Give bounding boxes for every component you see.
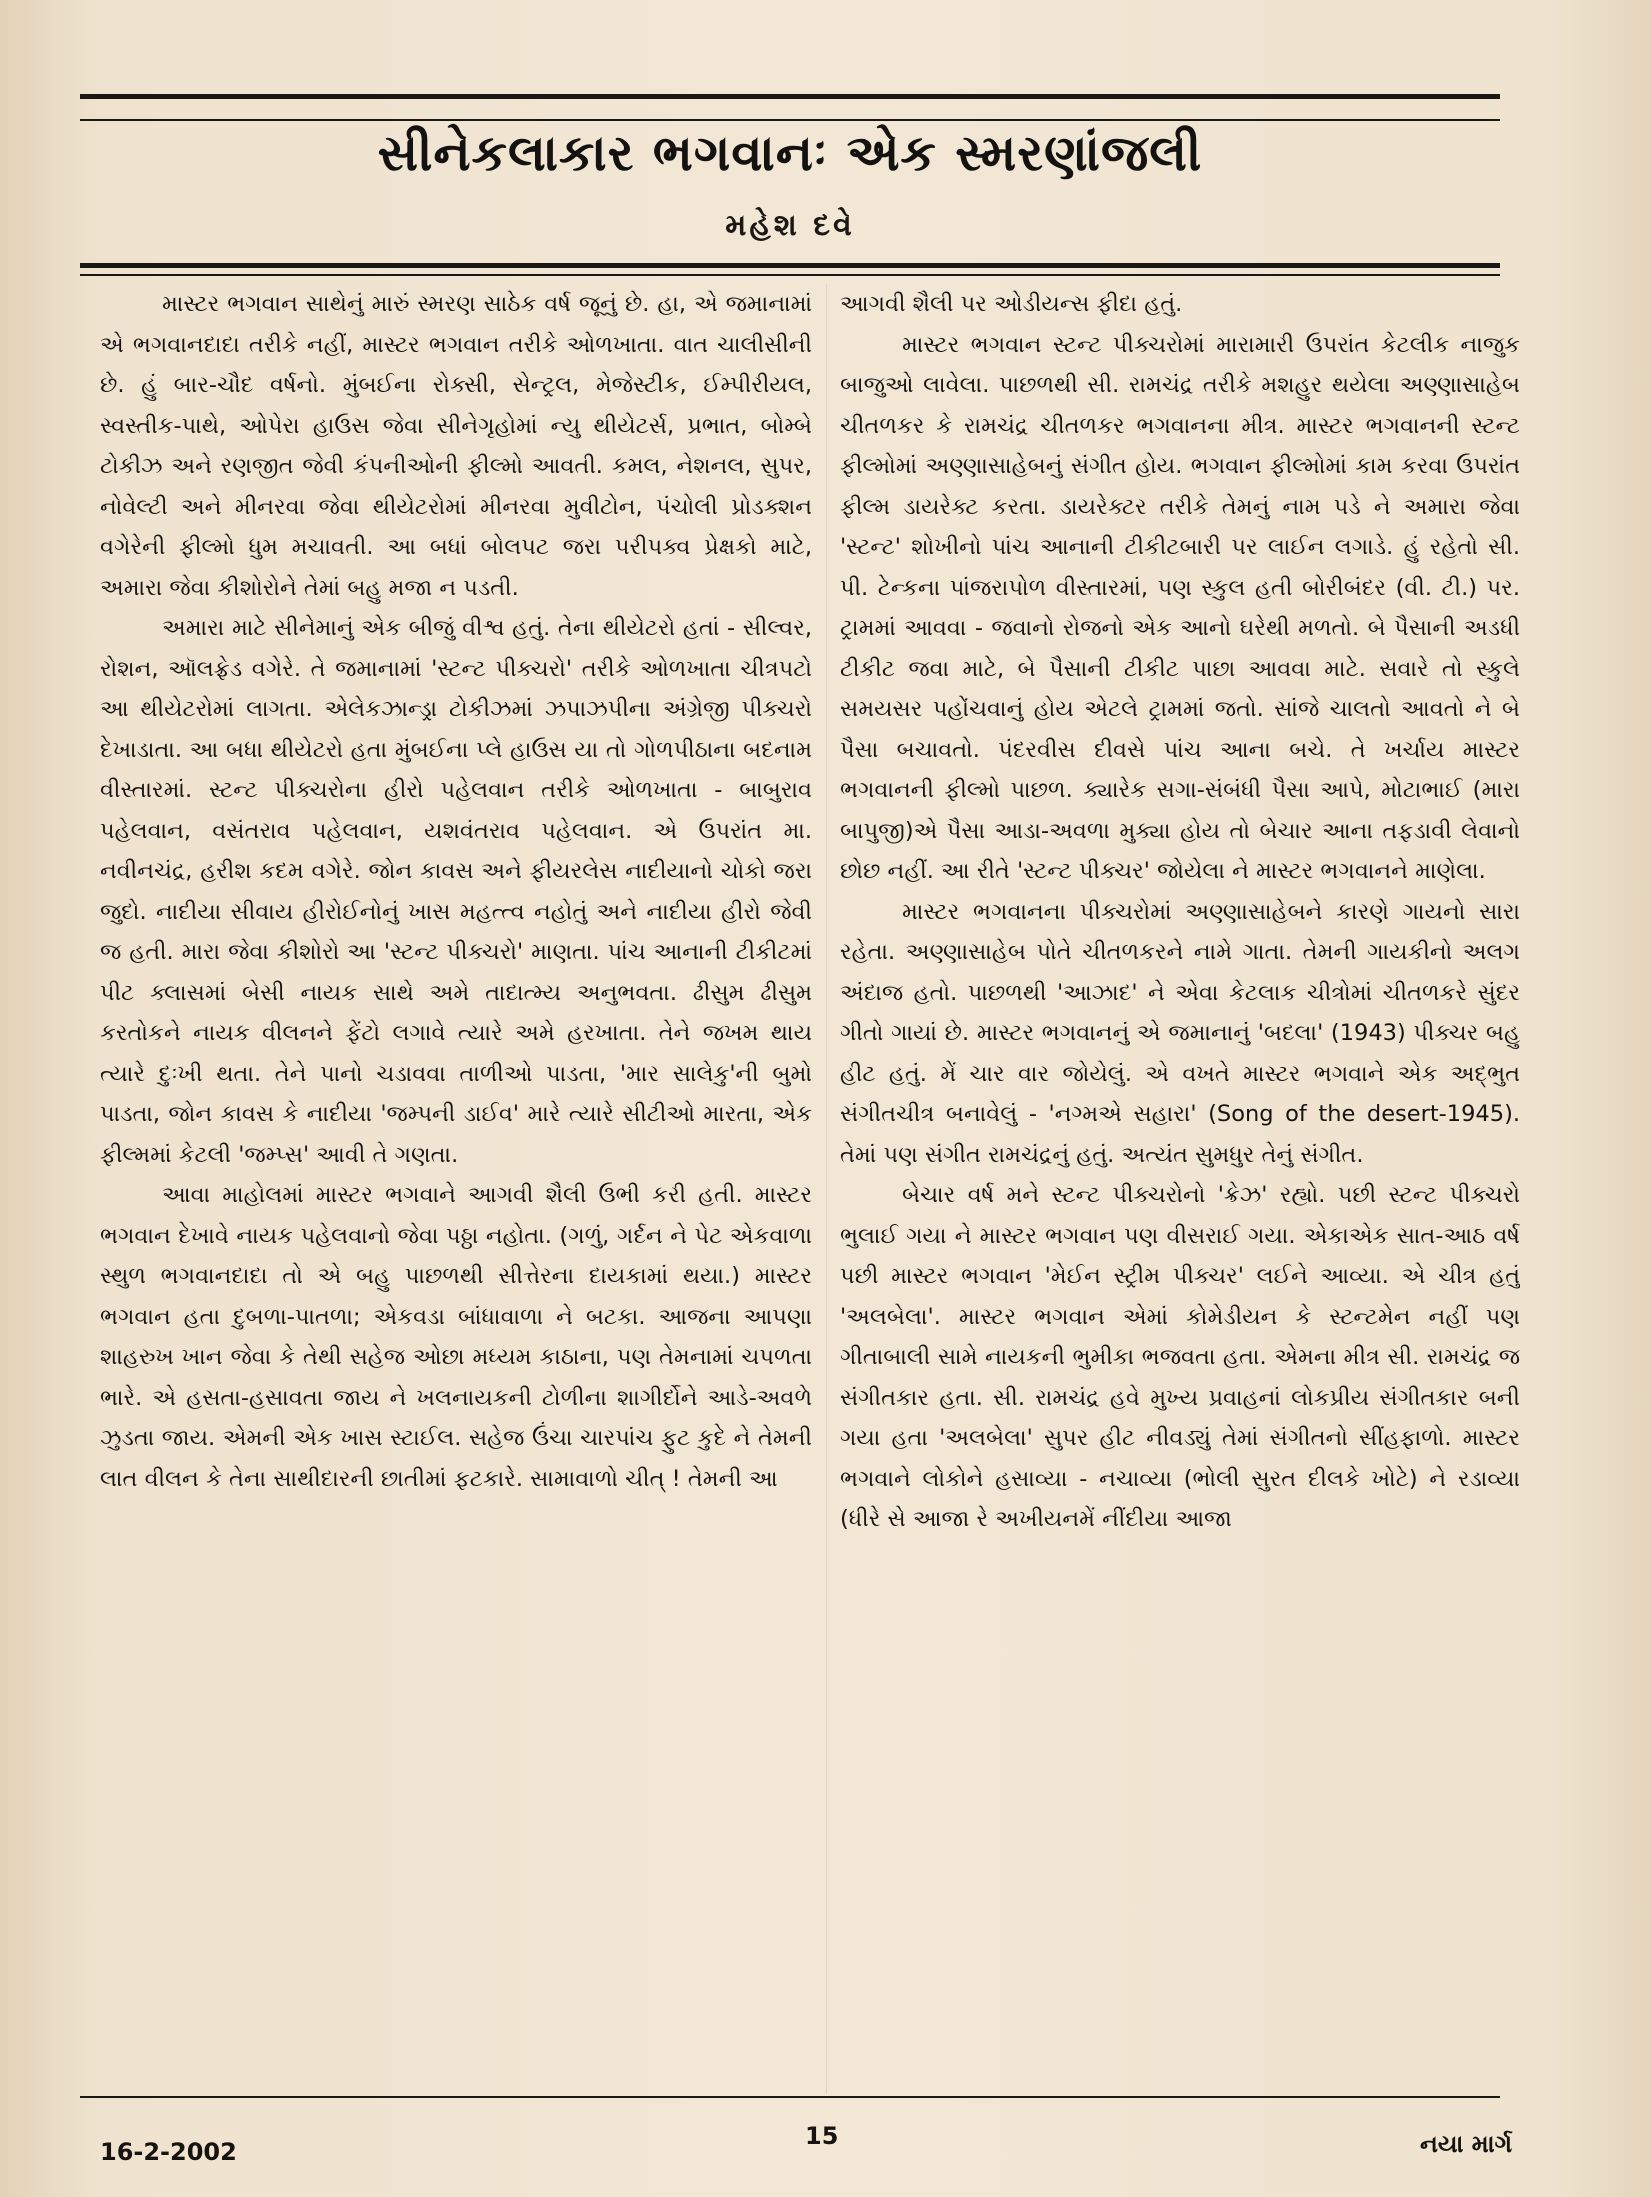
paragraph: આગવી શૈલી પર ઓડીયન્સ ફીદા હતું. [840, 291, 1183, 317]
paragraph: આવા માહોલમાં માસ્ટર ભગવાને આગવી શૈલી ઉભી કરી હતી. માસ્ટર ભગવાન દેખાવે નાયક પહેલવાનો જેવા પઠ્ઠા નહોતા. (ગળું, ગર્દન ને પેટ એકવાળા સ્થુળ ભગવાનદાદા તો એ બહુ પાછળથી સીત્તેરના દાયકામાં થયા.) માસ્ટર ભગવાન હતા દુબળા-પાતળા; એકવડા બાંધાવાળા ને બટકા. આજના આપણા શાહરુખ ખાન જેવા કે તેથી સહેજ ઓછા મધ્યમ કાઠાના, પણ તેમનામાં ચપળતા ભારે. એ હસતા-હસાવતા જાય ને ખલનાયકની ટોળીના શાગીર્દોને આડે-અવળે ઝુડતા જાય. એમની એક ખાસ સ્ટાઈલ. સહેજ ઉંચા ચારપાંચ ફુટ કુદે ને તેમની લાત વીલન કે તેના સાથીદારની છાતીમાં ફટકારે. સામાવાળો ચીત્ ! તેમની આ [100, 1182, 812, 1492]
column-divider [826, 284, 827, 2094]
footer-date: 16-2-2002 [100, 2138, 237, 2166]
article-author: મહેશ દવે [725, 208, 855, 243]
footer-rule [80, 2096, 1500, 2098]
paragraph: માસ્ટર ભગવાનના પીક્ચરોમાં અણ્ણાસાહેબને કારણે ગાયનો સારા રહેતા. અણ્ણાસાહેબ પોતે ચીતળકરને નામે ગાતા. તેમની ગાયકીનો અલગ અંદાજ હતો. પાછળથી 'આઝાદ' ને એવા કેટલાક ચીત્રોમાં ચીતળકરે સુંદર ગીતો ગાયાં છે. માસ્ટર ભગવાનનું એ જમાનાનું 'બદલા' (1943) પીક્ચર બહુ હીટ હતું. મેં ચાર વાર જોયેલું. એ વખતે માસ્ટર ભગવાને એક અદ્ભુત સંગીતચીત્ર બનાવેલું - 'નગ્મએ સહારા' (Song of the desert-1945). તેમાં પણ સંગીત રામચંદ્રનું હતું. અત્યંત સુમધુર તેનું સંગીત. [840, 898, 1520, 1168]
page-number: 15 [805, 2122, 839, 2150]
magazine-name: નયા માર્ગ [1420, 2130, 1513, 2158]
paragraph: બેચાર વર્ષ મને સ્ટન્ટ પીક્ચરોનો 'ક્રેઝ' રહ્યો. પછી સ્ટન્ટ પીક્ચરો ભુલાઈ ગયા ને માસ્ટર ભગવાન પણ વીસરાઈ ગયા. એકાએક સાત-આઠ વર્ષ પછી માસ્ટર ભગવાન 'મેઈન સ્ટ્રીમ પીક્ચર' લઈને આવ્યા. એ ચીત્ર હતું 'અલબેલા'. માસ્ટર ભગવાન એમાં કોમેડીયન કે સ્ટન્ટમેન નહીં પણ ગીતાબાલી સામે નાયકની ભુમીકા ભજવતા હતા. એમના મીત્ર સી. રામચંદ્ર જ સંગીતકાર હતા. સી. રામચંદ્ર હવે મુખ્ય પ્રવાહનાં લોકપ્રીય સંગીતકાર બની ગયા હતા 'અલબેલા' સુપર હીટ નીવડ્યું તેમાં સંગીતનો સીંહફાળો. માસ્ટર ભગવાને લોકોને હસાવ્યા - નચાવ્યા (ભોલી સુરત દીલકે ખોટે) ને રડાવ્યા (ધીરે સે આજા રે અખીયનમેં નીંદીયા આજા [840, 1182, 1520, 1532]
article-title: સીનેકલાકાર ભગવાનઃ એક સ્મરણાંજલી [377, 124, 1203, 182]
header-rule-thick [80, 263, 1500, 268]
paragraph: માસ્ટર ભગવાન સાથેનું મારું સ્મરણ સાઠેક વર્ષ જૂનું છે. હા, એ જમાનામાં એ ભગવાનદાદા તરીકે નહીં, માસ્ટર ભગવાન તરીકે ઓળખાતા. વાત ચાલીસીની છે. હું બાર-ચૌદ વર્ષનો. મુંબઈના રોક્સી, સેન્ટ્રલ, મેજેસ્ટીક, ઈમ્પીરીયલ, સ્વસ્તીક-પાથે, ઓપેરા હાઉસ જેવા સીનેગૃહોમાં ન્યુ થીયેટર્સ, પ્રભાત, બોમ્બે ટોકીઝ અને રણજીત જેવી કંપનીઓની ફીલ્મો આવતી. કમલ, નેશનલ, સુપર, નોવેલ્ટી અને મીનરવા જેવા થીયેટરોમાં મીનરવા મુવીટોન, પંચોલી પ્રોડક્શન વગેરેની ફીલ્મો ધુમ મચાવતી. આ બધાં બોલપટ જરા પરીપક્વ પ્રેક્ષકો માટે, અમારા જેવા કીશોરોને તેમાં બહુ મજા ન પડતી. [100, 291, 812, 601]
top-rule-thick [80, 94, 1500, 99]
header-rule-thin [80, 274, 1500, 276]
paragraph: માસ્ટર ભગવાન સ્ટન્ટ પીક્ચરોમાં મારામારી ઉપરાંત કેટલીક નાજુક બાજુઓ લાવેલા. પાછળથી સી. રામચંદ્ર તરીકે મશહુર થયેલા અણ્ણાસાહેબ ચીતળકર કે રામચંદ્ર ચીતળકર ભગવાનના મીત્ર. માસ્ટર ભગવાનની સ્ટન્ટ ફીલ્મોમાં અણ્ણાસાહેબનું સંગીત હોય. ભગવાન ફીલ્મોમાં કામ કરવા ઉપરાંત ફીલ્મ ડાયરેક્ટ કરતા. ડાયરેક્ટર તરીકે તેમનું નામ પડે ને અમારા જેવા 'સ્ટન્ટ' શોખીનો પાંચ આનાની ટીકીટબારી પર લાઈન લગાડે. હું રહેતો સી. પી. ટેન્કના પાંજરાપોળ વીસ્તારમાં, પણ સ્કુલ હતી બોરીબંદર (વી. ટી.) પર. ટ્રામમાં આવવા - જવાનો રોજનો એક આનો ઘરેથી મળતો. બે પૈસાની અડધી ટીકીટ જવા માટે, બે પૈસાની ટીકીટ પાછા આવવા માટે. સવારે તો સ્કુલે સમયસર પહોંચવાનું હોય એટલે ટ્રામમાં જતો. સાંજે ચાલતો આવતો ને બે પૈસા બચાવતો. પંદરવીસ દીવસે પાંચ આના બચે. તે ખર્ચાય માસ્ટર ભગવાનની ફીલ્મો પાછળ. ક્યારેક સગા-સંબંધી પૈસા આપે, મોટાભાઈ (મારા બાપુજી)એ પૈસા આડા-અવળા મુક્યા હોય તો બેચાર આના તફડાવી લેવાનો છોછ નહીં. આ રીતે 'સ્ટન્ટ પીક્ચર' જોયેલા ને માસ્ટર ભગવાનને માણેલા. [840, 331, 1520, 884]
left-column [100, 284, 812, 2094]
paragraph: અમારા માટે સીનેમાનું એક બીજું વીશ્વ હતું. તેના થીયેટરો હતાં - સીલ્વર, રોશન, ઑલફ્રેડ વગેરે. તે જમાનામાં 'સ્ટન્ટ પીક્ચરો' તરીકે ઓળખાતા ચીત્રપટો આ થીયેટરોમાં લાગતા. એલેકઝાન્ડ્રા ટોકીઝમાં ઝપાઝપીના અંગ્રેજી પીક્ચરો દેખાડાતા. આ બધા થીયેટરો હતા મુંબઈના પ્લે હાઉસ યા તો ગોળપીઠાના બદનામ વીસ્તારમાં. સ્ટન્ટ પીક્ચરોના હીરો પહેલવાન તરીકે ઓળખાતા - બાબુરાવ પહેલવાન, વસંતરાવ પહેલવાન, યશવંતરાવ પહેલવાન. એ ઉપરાંત મા. નવીનચંદ્ર, હરીશ કદમ વગેરે. જોન કાવસ અને ફીયરલેસ નાદીયાનો ચોકો જરા જુદો. નાદીયા સીવાય હીરોઈનોનું ખાસ મહત્ત્વ નહોતું અને નાદીયા હીરો જેવી જ હતી. મારા જેવા કીશોરો આ 'સ્ટન્ટ પીક્ચરો' માણતા. પાંચ આનાની ટીકીટમાં પીટ ક્લાસમાં બેસી નાયક સાથે અમે તાદાત્મ્ય અનુભવતા. ઢીસુમ ઢીસુમ કરતોકને નાયક વીલનને ફેંટો લગાવે ત્યારે અમે હરખાતા. તેને જખમ થાય ત્યારે દુઃખી થતા. તેને પાનો ચડાવવા તાળીઓ પાડતા, 'માર સાલેકુ'ની બુમો પાડતા, જોન કાવસ કે નાદીયા 'જમ્પની ડાઈવ' મારે ત્યારે સીટીઓ મારતા, એક ફીલ્મમાં કેટલી 'જમ્પ્સ' આવી તે ગણતા. [100, 615, 812, 1168]
top-rule-thin [80, 119, 1500, 121]
right-column [840, 284, 1520, 2094]
